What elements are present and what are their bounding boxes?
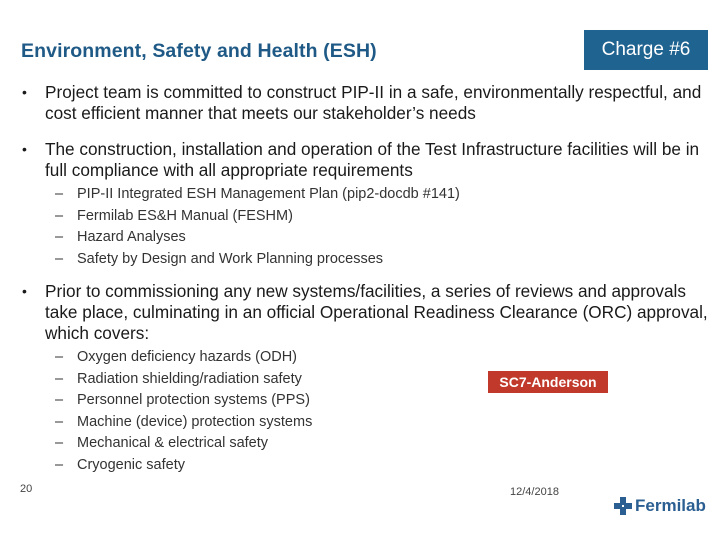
slide-title: Environment, Safety and Health (ESH) [21,40,377,62]
page-number: 20 [20,483,33,495]
sub-list-item [55,455,185,477]
sub-item-text: Safety by Design and Work Planning processes [77,250,384,267]
bullet-text: Prior to commissioning any new systems/facilities, a series of reviews and approvals take place, culminating in an official Operational Readiness Clearance (ORC) approval, which covers: [45,281,708,343]
sub-marker: – [55,370,64,387]
sub-marker: – [55,392,64,408]
logo-text: Fermilab [635,496,706,515]
sub-list-item [55,347,297,369]
sub-item-text: Mechanical & electrical safety [77,435,268,451]
sub-item-text: Cryogenic safety [77,456,185,473]
bullet-item [22,82,712,124]
bullet-marker: • [22,283,27,299]
sub-marker: – [55,207,64,224]
sub-marker: – [55,229,64,245]
bullet-marker: • [22,84,27,100]
sub-marker: – [55,413,64,430]
sub-marker: – [55,250,64,267]
sub-list-item [55,390,310,412]
sub-item-text: Hazard Analyses [77,229,186,245]
sub-list-item [55,369,302,391]
sub-item-text: Personnel protection systems (PPS) [77,392,310,408]
sub-item-text: Radiation shielding/radiation safety [77,370,302,387]
bullet-text: The construction, installation and operation of the Test Infrastructure facilities will be in full compliance with all appropriate requirements [45,139,700,180]
fermilab-logo-icon [614,497,632,515]
sub-list-item [55,412,312,434]
charge-label: Charge #6 [584,30,708,70]
sub-list-item [55,249,383,271]
reviewer-badge: SC7-Anderson [488,371,608,393]
bullet-text: Project team is committed to construct PIP-II in a safe, environmentally respectful, and cost efficient manner that meets our stakeholder’s needs [45,82,702,123]
sub-list-item [55,206,293,228]
sub-item-text: PIP-II Integrated ESH Management Plan (pip2-docdb #141) [77,186,460,202]
bullet-item [22,139,712,181]
sub-marker: – [55,186,64,202]
bullet-marker: • [22,141,27,157]
sub-marker: – [55,456,64,473]
sub-list-item [55,433,268,455]
sub-marker: – [55,435,64,451]
fermilab-logo [614,490,706,522]
bullet-item [22,281,712,344]
sub-item-text: Fermilab ES&H Manual (FESHM) [77,207,293,224]
sub-marker: – [55,349,64,365]
sub-list-item [55,227,186,249]
sub-list-item [55,184,460,206]
slide-date: 12/4/2018 [510,486,559,498]
sub-item-text: Oxygen deficiency hazards (ODH) [77,349,297,365]
sub-item-text: Machine (device) protection systems [77,413,313,430]
